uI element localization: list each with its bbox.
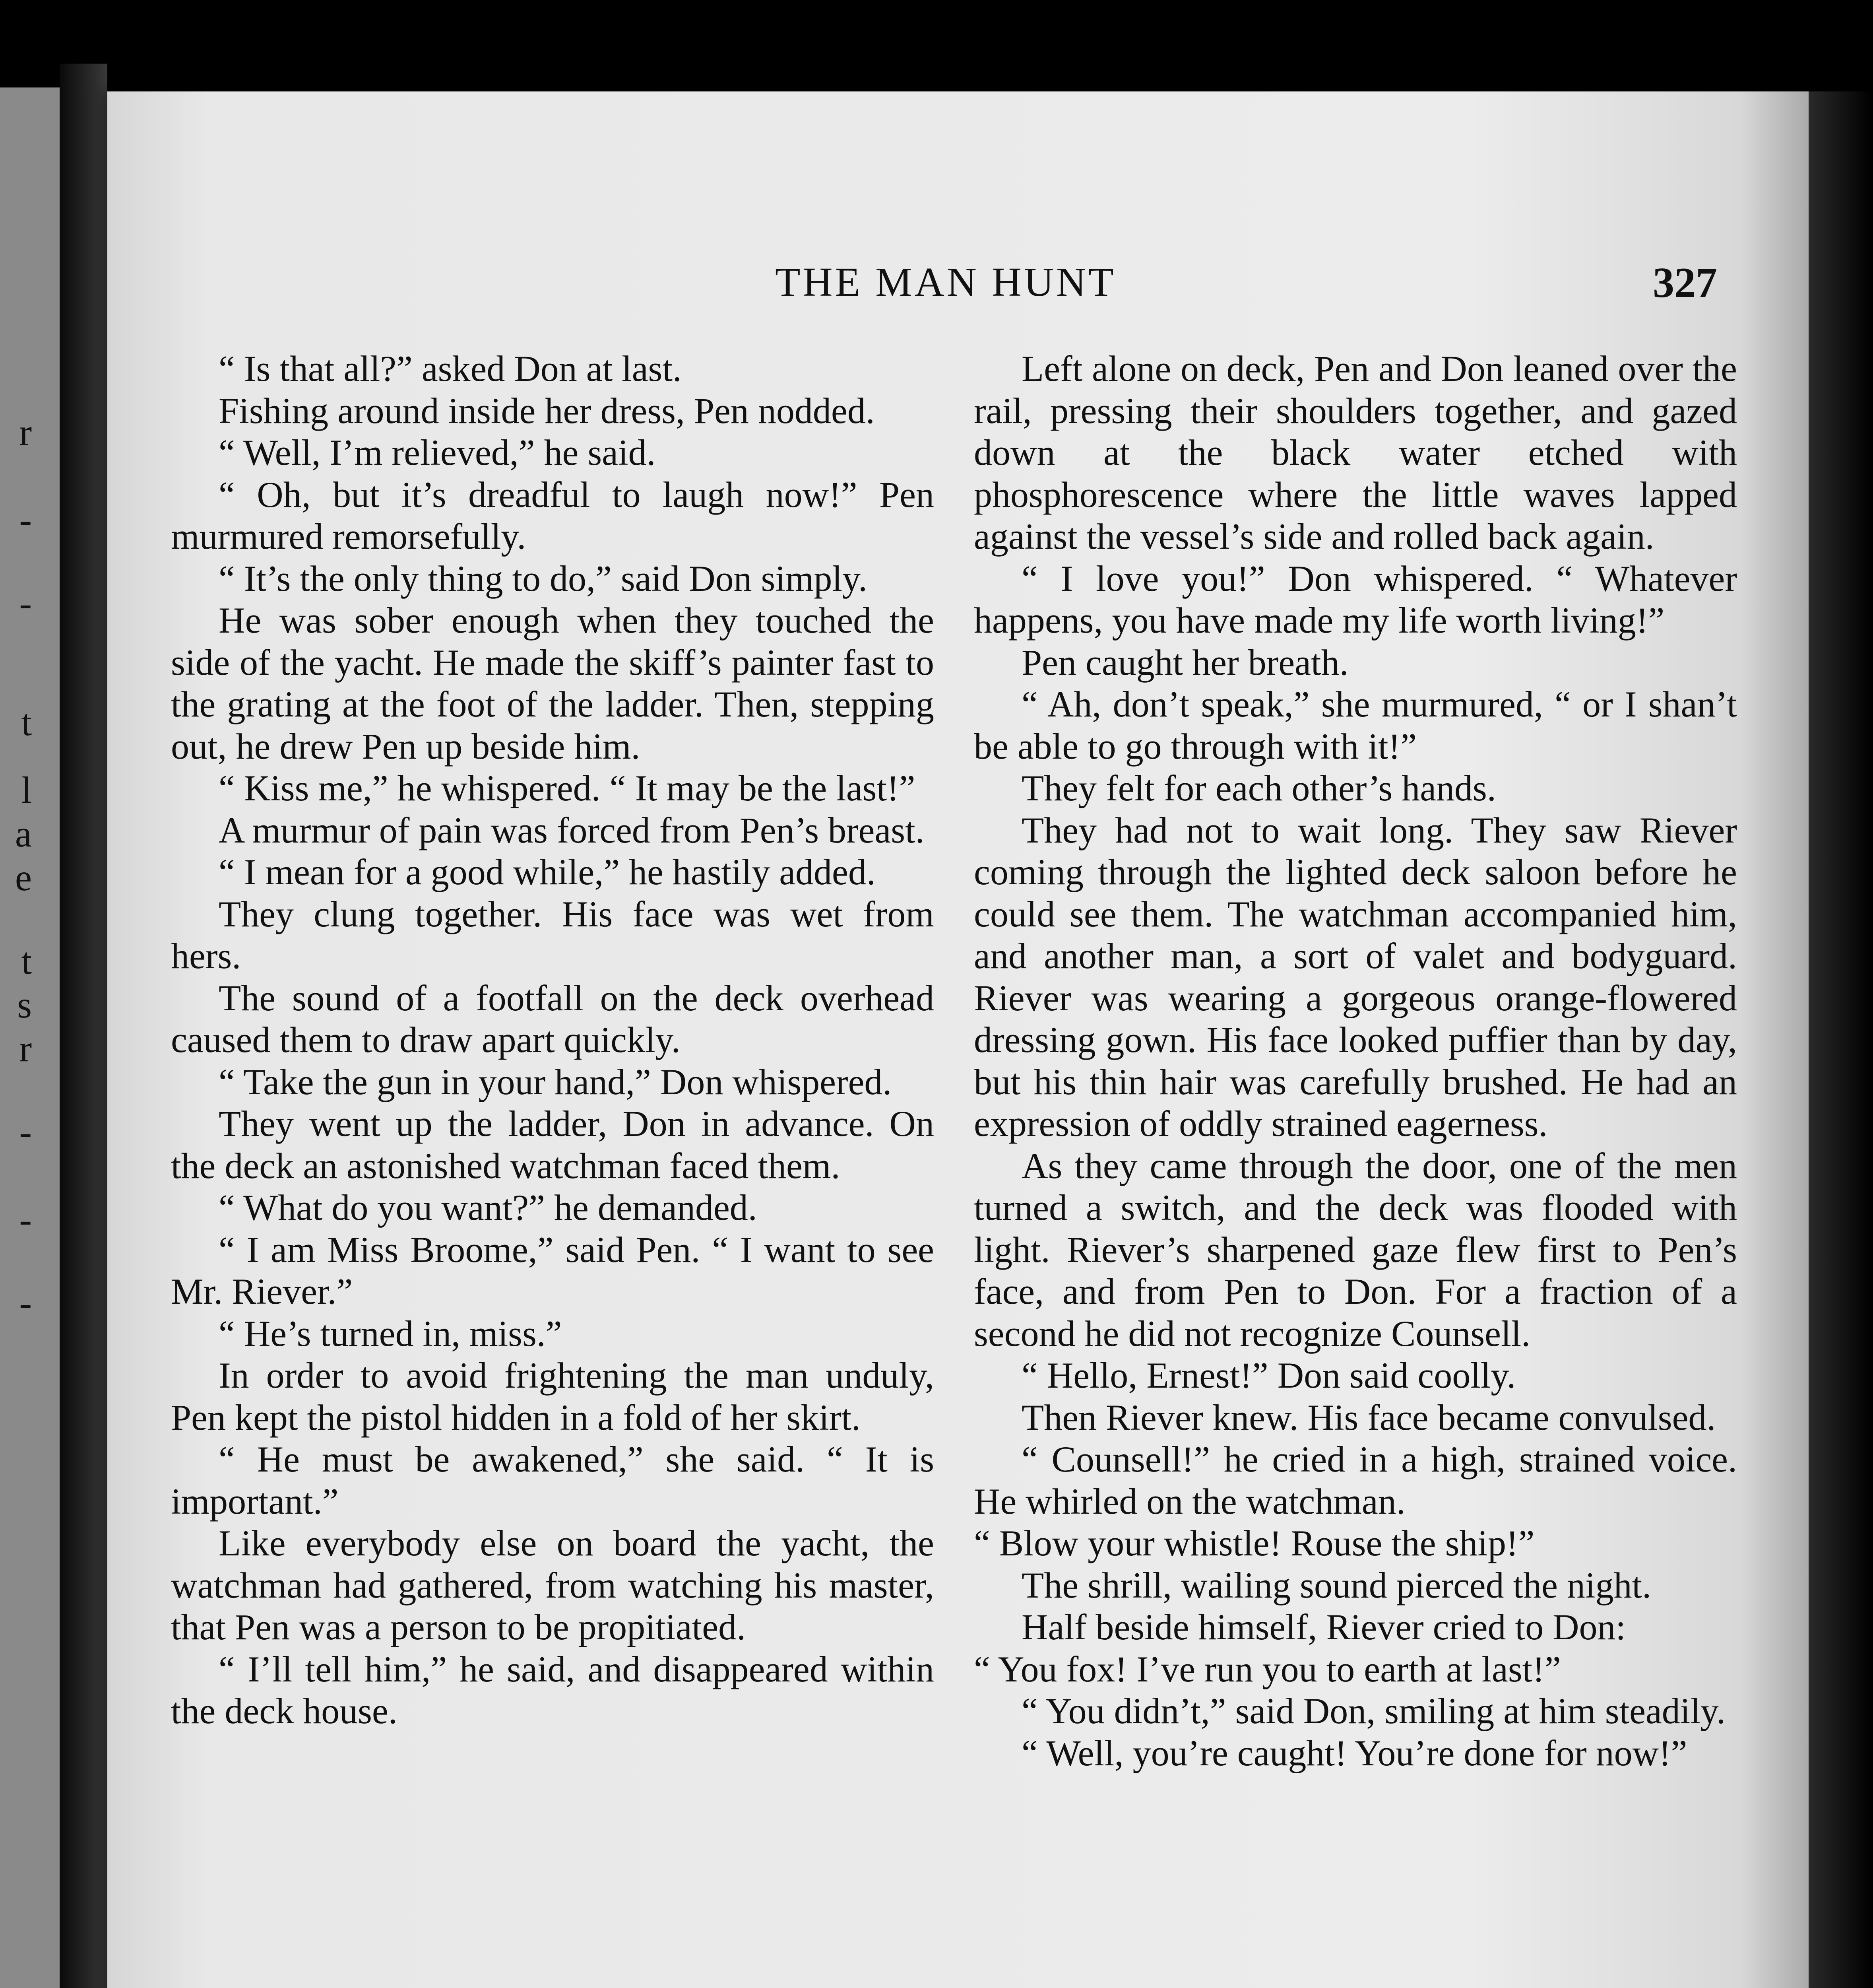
paragraph: “ Is that all?” asked Don at last. [219,348,682,389]
paragraph: “ Ah, don’t speak,” she murmured, “ or I shan’t be able to go through with it!” [974,684,1737,767]
paragraph: “ He’s turned in, miss.” [219,1313,562,1354]
paragraph: He was sober enough when they touched the side of the yacht. He made the skiff’s painter fast to the grating at the foot of the ladder. Then, stepping out, he drew Pen up beside him. [171,600,934,767]
paragraph: “ I mean for a good while,” he hastily added. [219,852,876,892]
paragraph: “ Kiss me,” he whispered. “ It may be the last!” [219,768,915,808]
prev-page-fragment: - [19,501,32,539]
prev-page-fragment: - [19,1201,32,1239]
previous-page-edge [0,87,60,1988]
prev-page-fragment: - [19,1113,32,1151]
paragraph: They went up the ladder, Don in advance. On the deck an astonished watchman faced them. [171,1103,934,1186]
paragraph: Like everybody else on board the yacht, the watchman had gathered, from watching his master, that Pen was a person to be propitiated. [171,1523,934,1647]
prev-page-fragment: a [15,815,32,853]
paragraph: They clung together. His face was wet from hers. [171,893,934,976]
paragraph: “ You fox! I’ve run you to earth at last!” [974,1648,1561,1689]
paragraph: “ Hello, Ernest!” Don said coolly. [1022,1355,1516,1396]
paragraph: “ Blow your whistle! Rouse the ship!” [974,1523,1535,1563]
paragraph: “ Take the gun in your hand,” Don whispered. [219,1061,892,1102]
paragraph: In order to avoid frightening the man unduly, Pen kept the pistol hidden in a fold of her skirt. [171,1355,934,1438]
paragraph: As they came through the door, one of the men turned a switch, and the deck was flooded with light. Riever’s sharpened gaze flew first to Pen’s face, and from Pen to Don. For a fraction of a second he did not recognize Counsell. [974,1145,1737,1354]
paragraph: “ I’ll tell him,” he said, and disappeared within the deck house. [171,1648,934,1731]
paragraph: “ Well, you’re caught! You’re done for now!” [1022,1732,1687,1773]
paragraph: Pen caught her breath. [1022,642,1349,683]
binding-gutter [60,64,107,1988]
paragraph: “ Oh, but it’s dreadful to laugh now!” Pen murmured remorsefully. [171,474,934,557]
magazine-page [107,91,1809,1988]
prev-page-fragment: - [19,1284,32,1322]
paragraph: Left alone on deck, Pen and Don leaned over the rail, pressing their shoulders together, and gazed down at the black water etched with phosphorescence where the little waves lapped against the vessel’s side and rolled back again. [974,348,1737,557]
story-column-right [974,348,1737,1774]
prev-page-fragment: e [15,859,32,897]
page-number: 327 [1653,259,1717,307]
paragraph: The sound of a footfall on the deck overhead caused them to draw apart quickly. [171,977,934,1060]
prev-page-fragment: - [19,584,32,622]
paragraph: Half beside himself, Riever cried to Don: [1022,1607,1626,1647]
prev-page-fragment: t [21,942,32,980]
paragraph: “ Counsell!” he cried in a high, strained voice. He whirled on the watchman. [974,1439,1737,1522]
paragraph: They had not to wait long. They saw Riever coming through the lighted deck saloon before he could see them. The watchman accompanied him, and another man, a sort of valet and bodyguard. Riever was wearing a gorgeous orange-flowered dressing gown. His face looked puffier than by day, but his thin hair was carefully brushed. He had an expression of oddly strained eagerness. [974,810,1737,1144]
prev-page-fragment: s [17,986,32,1024]
paragraph: Then Riever knew. His face became convulsed. [1022,1397,1716,1438]
prev-page-fragment: l [21,771,32,809]
paragraph: “ It’s the only thing to do,” said Don simply. [219,558,868,599]
paragraph: “ I am Miss Broome,” said Pen. “ I want to see Mr. Riever.” [171,1229,934,1312]
paragraph: Fishing around inside her dress, Pen nodded. [219,390,875,431]
paragraph: A murmur of pain was forced from Pen’s breast. [219,810,925,850]
paragraph: “ What do you want?” he demanded. [219,1187,757,1228]
paragraph: They felt for each other’s hands. [1022,768,1496,808]
page-edge-shadow [1809,91,1872,1988]
paragraph: The shrill, wailing sound pierced the night. [1022,1565,1652,1606]
paragraph: “ He must be awakened,” she said. “ It is important.” [171,1439,934,1522]
page-header [107,258,1809,318]
story-column-left [171,348,934,1732]
prev-page-fragment: r [19,414,32,451]
paragraph: “ I love you!” Don whispered. “ Whatever happens, you have made my life worth living!” [974,558,1737,641]
running-head: THE MAN HUNT [775,259,1116,305]
paragraph: “ Well, I’m relieved,” he said. [219,432,656,473]
prev-page-fragment: t [21,704,32,742]
prev-page-fragment: r [19,1030,32,1068]
paragraph: “ You didn’t,” said Don, smiling at him steadily. [1022,1691,1726,1731]
